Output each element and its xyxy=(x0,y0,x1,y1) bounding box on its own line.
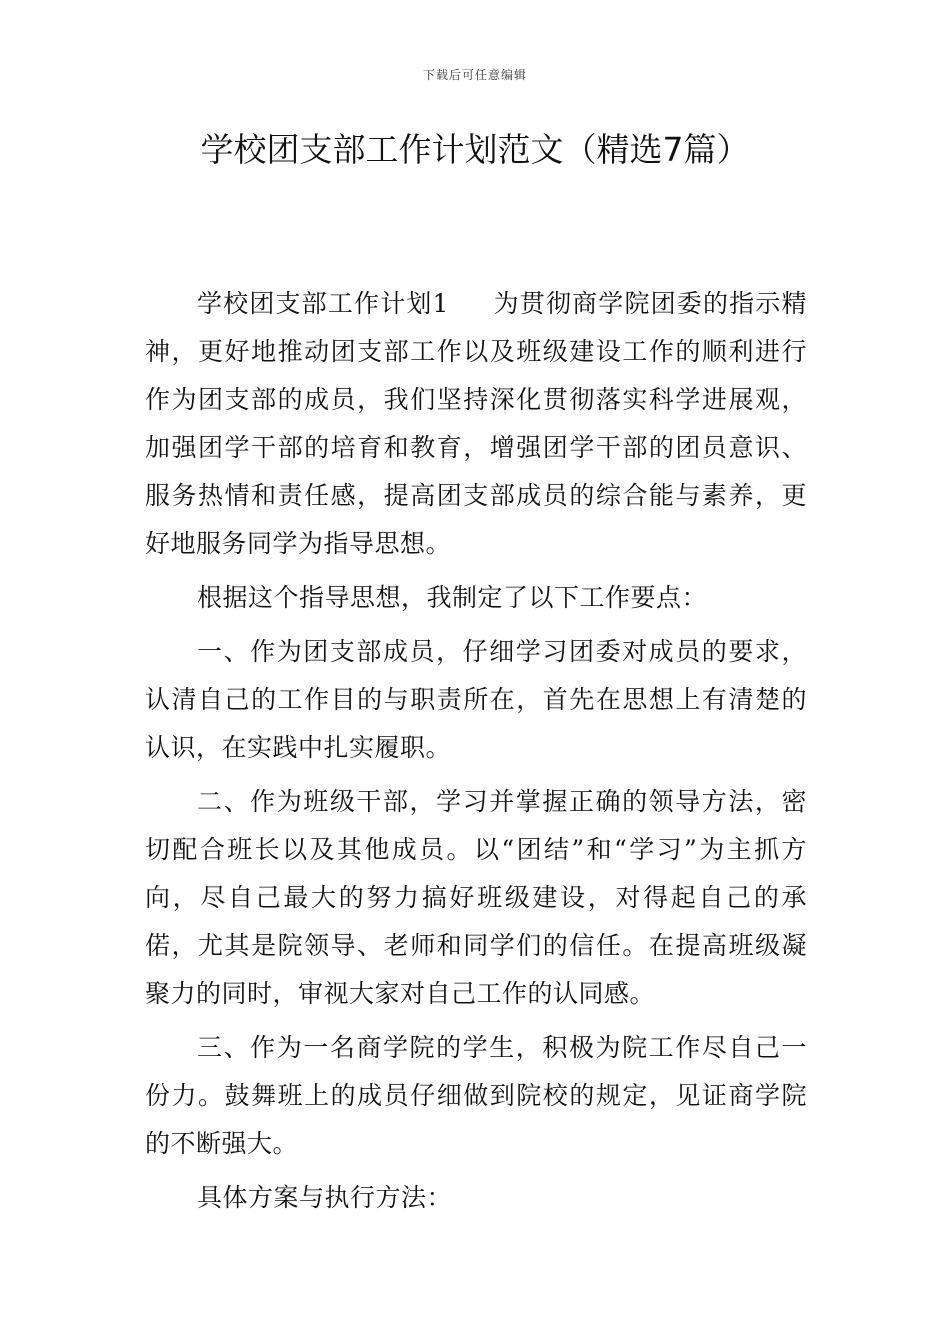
document-title: 学校团支部工作计划范文（精选7篇） xyxy=(200,130,750,169)
document-body xyxy=(145,280,807,1228)
paragraph: 具体方案与执行方法： xyxy=(197,1183,453,1212)
paragraph: 一、作为团支部成员，仔细学习团委对成员的要求，认清自己的工作目的与职责所在，首先在思想上有清楚的认识，在实践中扎实履职。 xyxy=(145,637,807,762)
paragraph-text: 为贯彻商学院团委的指示精神，更好地推动团支部工作以及班级建设工作的顺利进行作为团支部的成员，我们坚持深化贯彻落实科学进展观，加强团学干部的培育和教育，增强团学干部的团员意识、服务热情和责任感，提高团支部成员的综合能与素养，更好地服务同学为指导思想。 xyxy=(145,289,807,558)
section-title: 学校团支部工作计划1 xyxy=(197,289,449,318)
paragraph: 二、作为班级干部，学习并掌握正确的领导方法，密切配合班长以及其他成员。以“团结”和“学习”为主抓方向，尽自己最大的努力搞好班级建设，对得起自己的承偌，尤其是院领导、老师和同学们的信任。在提高班级凝聚力的同时，审视大家对自己工作的认同感。 xyxy=(145,787,807,1008)
paragraph: 根据这个指导思想，我制定了以下工作要点： xyxy=(197,583,708,612)
paragraph: 三、作为一名商学院的学生，积极为院工作尽自己一份力。鼓舞班上的成员仔细做到院校的规定，见证商学院的不断强大。 xyxy=(145,1033,807,1158)
paragraph-intro xyxy=(145,280,807,568)
header-note: 下载后可任意编辑 xyxy=(422,68,527,82)
